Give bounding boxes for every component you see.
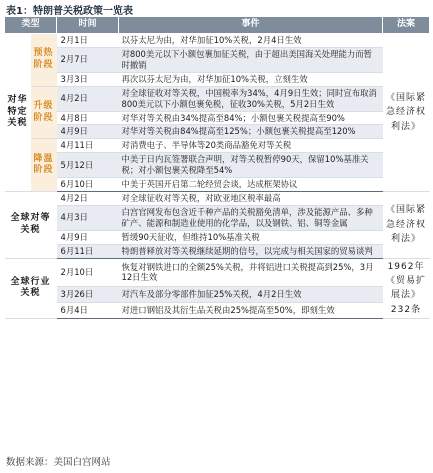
date-cell: 4月2日 (57, 192, 119, 206)
date-cell: 4月9日 (57, 230, 119, 244)
table-row (5, 125, 430, 139)
date-cell: 5月12日 (57, 153, 119, 178)
subcategory-cell: 降温阶段 (31, 139, 57, 192)
event-cell: 对汽车及部分零部件加征25%关税，4月2日生效 (119, 287, 383, 303)
subcategory-cell: 升级阶段 (31, 86, 57, 139)
category-cell: 对华特定关税 (5, 34, 31, 192)
date-cell: 4月2日 (57, 86, 119, 111)
date-cell: 3月3日 (57, 72, 119, 86)
law-cell: 1962年《贸易扩展法》232条 (383, 258, 430, 319)
table-row (5, 72, 430, 86)
table-row (5, 34, 430, 48)
date-cell: 4月3日 (57, 205, 119, 230)
event-cell: 对全球征收对等关税，对欧亚地区税率最高 (119, 192, 383, 206)
event-cell: 暂缓90天征收，但维持10%基准关税 (119, 230, 383, 244)
subcategory-cell: 预热阶段 (31, 34, 57, 87)
table-row (5, 192, 430, 206)
table-row (5, 287, 430, 303)
table-row (5, 47, 430, 72)
table-row (5, 178, 430, 192)
event-cell: 以芬太尼为由，对华加征10%关税，2月4日生效 (119, 34, 383, 48)
date-cell: 4月11日 (57, 139, 119, 153)
source-note: 数据来源：美国白宫网站 (6, 457, 111, 468)
event-cell: 对华对等关税由34%提高至84%；小额包裹关税提高至90% (119, 111, 383, 125)
event-cell: 对华对等关税由84%提高至125%；小额包裹关税提高至120% (119, 125, 383, 139)
event-cell: 对800美元以下小额包裹加征关税，由于超出美国海关处理能力而暂时撤销 (119, 47, 383, 72)
table-row (5, 111, 430, 125)
event-cell: 特朗普释放对等关税继续延期的信号，以完成与相关国家的贸易谈判 (119, 244, 383, 258)
event-cell: 白宫官网发布包含近千种产品的关税豁免清单，涉及能源产品、多种矿产、能源和制造业使用的化学品，以及钢铁、铝、铜等金属 (119, 205, 383, 230)
event-cell: 中美于日内瓦签署联合声明，对等关税暂停90天，保留10%基准关税；对小额包裹关税降至54% (119, 153, 383, 178)
table-row (5, 153, 430, 178)
date-cell: 3月26日 (57, 287, 119, 303)
date-cell: 4月8日 (57, 111, 119, 125)
law-cell: 《国际紧急经济权利法》 (383, 34, 430, 192)
event-cell: 对消费电子、半导体等20类商品豁免对等关税 (119, 139, 383, 153)
event-cell: 再次以芬太尼为由，对华加征10%关税，立刻生效 (119, 72, 383, 86)
date-cell: 2月10日 (57, 258, 119, 287)
date-cell: 6月4日 (57, 303, 119, 319)
table-row (5, 205, 430, 230)
event-cell: 对全球征收对等关税，中国税率为34%，4月9日生效；同时宣布取消800美元以下小额包裹免税，征收30%关税，5月2日生效 (119, 86, 383, 111)
tariff-policy-table (4, 16, 430, 319)
law-cell: 《国际紧急经济权利法》 (383, 192, 430, 259)
date-cell: 6月10日 (57, 178, 119, 192)
table-row (5, 139, 430, 153)
table-row (5, 303, 430, 319)
event-cell: 恢复对钢铁进口的全额25%关税，并将铝进口关税提高到25%，3月12日生效 (119, 258, 383, 287)
date-cell: 2月1日 (57, 34, 119, 48)
header-event: 事件 (119, 17, 383, 34)
date-cell: 4月9日 (57, 125, 119, 139)
header-row (5, 17, 430, 34)
table-row (5, 86, 430, 111)
table-row (5, 258, 430, 287)
category-cell: 全球对等关税 (5, 192, 57, 259)
date-cell: 6月11日 (57, 244, 119, 258)
header-time: 时间 (57, 17, 119, 34)
header-type: 类型 (5, 17, 57, 34)
category-cell: 全球行业关税 (5, 258, 57, 319)
table-row (5, 230, 430, 244)
table-caption: 表1：特朗普关税政策一览表 (6, 6, 133, 17)
date-cell: 2月7日 (57, 47, 119, 72)
event-cell: 中美于英国开启第二轮经贸会谈，达成框架协议 (119, 178, 383, 192)
header-law: 法案 (383, 17, 430, 34)
event-cell: 对进口钢铝及其衍生品关税由25%提高至50%，即刻生效 (119, 303, 383, 319)
table-row (5, 244, 430, 258)
